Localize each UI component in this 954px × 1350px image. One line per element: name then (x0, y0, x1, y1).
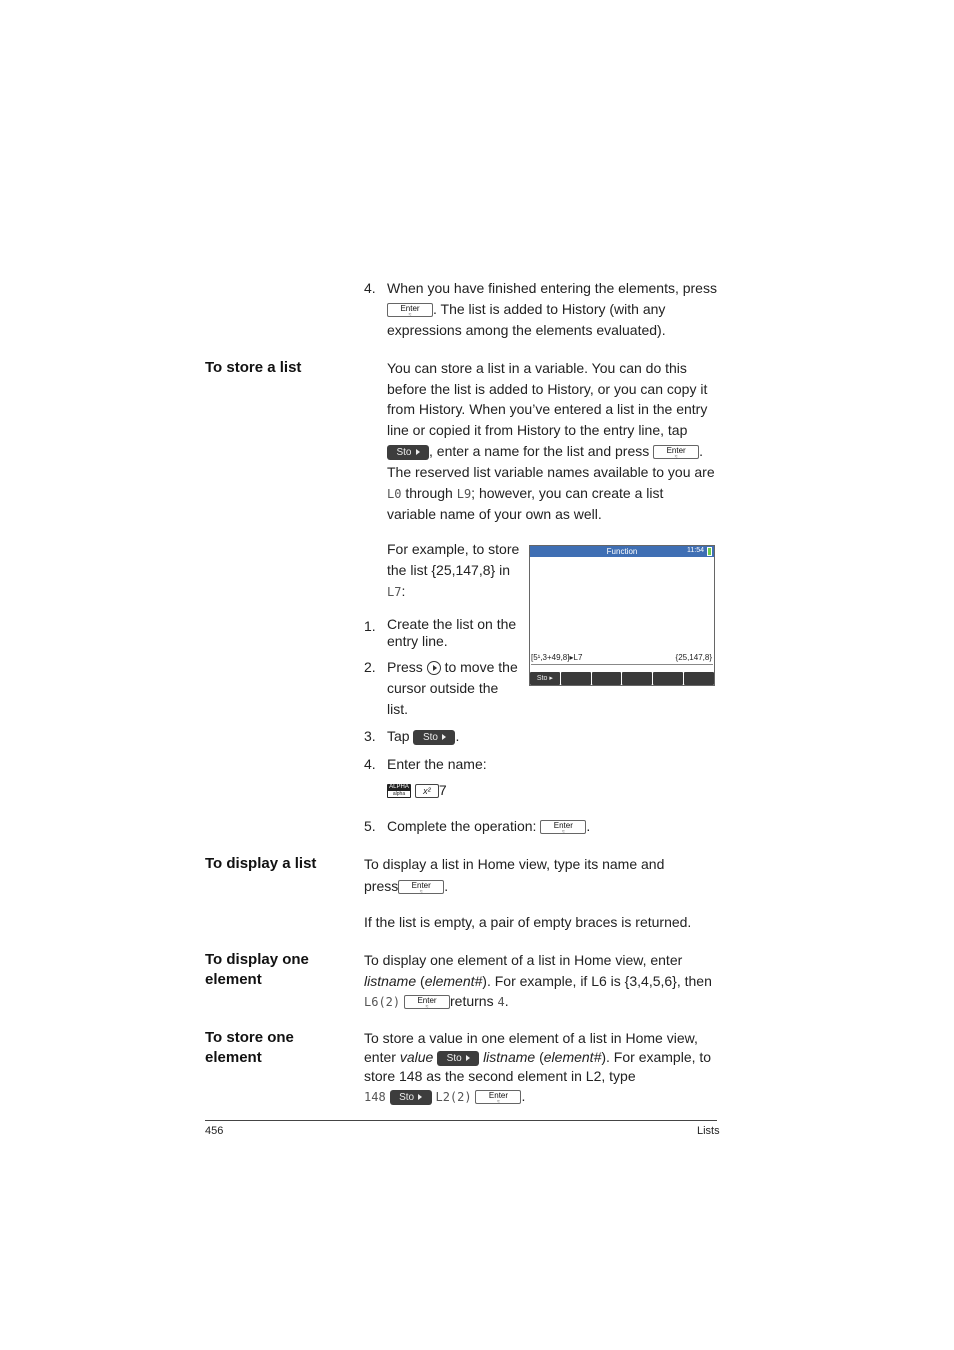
paragraph-line: L0 through L9; however, you can create a list (387, 485, 664, 501)
paragraph-line: If the list is empty, a pair of empty braces is returned. (364, 914, 692, 930)
footer-rule (205, 1120, 717, 1121)
paragraph-line: enter value Sto listname (element#). For example, to (364, 1049, 712, 1065)
calculator-screenshot (529, 545, 715, 686)
step-number: 4. (364, 756, 376, 772)
menu-button (684, 672, 714, 685)
page-number: 456 (205, 1125, 224, 1137)
step-text: Enter the name: (387, 756, 487, 772)
screen-title: Function (530, 546, 714, 557)
step-text: Create the list on the entry line. (387, 616, 517, 649)
history-entry: [5¹,3+49,8]▸L7 {25,147,8} (531, 653, 712, 662)
example-line: L7: (387, 583, 406, 599)
step-number: 4. (364, 280, 376, 296)
step-number: 3. (364, 728, 376, 744)
example-line: For example, to store (387, 541, 520, 557)
section-heading: To store one element (205, 1029, 294, 1066)
menu-button (592, 672, 622, 685)
divider (531, 664, 713, 665)
right-arrow-key-icon (427, 661, 441, 675)
x-squared-key-icon: x² (415, 784, 439, 798)
step-text: When you have finished entering the elements, press (387, 280, 717, 296)
enter-key-icon: Enter ≈ (404, 995, 450, 1009)
section-heading: To store a list (205, 359, 302, 376)
paragraph-line: variable name of your own as well. (387, 506, 602, 522)
example-line: the list {25,147,8} in (387, 562, 510, 578)
paragraph-line: To display a list in Home view, type its name and (364, 856, 665, 872)
key-sequence: ALPHA alpha x² 7 (387, 780, 447, 801)
sto-key-icon: Sto (387, 445, 429, 460)
paragraph-line: store 148 as the second element in L2, type (364, 1068, 636, 1084)
step-number: 1. (364, 618, 376, 634)
step-text: expressions among the elements evaluated). (387, 322, 666, 338)
step-number: 2. (364, 659, 376, 675)
screen-menu-bar (530, 672, 714, 685)
paragraph-line: line or copied it from History to the entry line, tap (387, 422, 688, 438)
paragraph-line: The reserved list variable names available to you are (387, 464, 715, 480)
paragraph-line: Sto , enter a name for the list and press Enter ≈ . (387, 441, 703, 462)
sto-key-icon: Sto (413, 730, 455, 745)
paragraph-line: To display one element of a list in Home view, enter (364, 952, 683, 968)
menu-button (561, 672, 591, 685)
section-heading: To display a list (205, 855, 317, 872)
paragraph-line: press Enter ≈ . (364, 878, 449, 896)
screen-clock: 11:54 (687, 547, 704, 554)
step-text: Press to move the (387, 659, 518, 675)
step-text: cursor outside the (387, 680, 499, 696)
paragraph-line: from History. When you’ve entered a list in the entry (387, 401, 708, 417)
battery-icon (707, 547, 712, 556)
step-text: Enter ≈ . The list is added to History (with any (387, 299, 665, 320)
paragraph-line: 148 Sto L2(2) Enter ≈ . (364, 1088, 526, 1106)
enter-key-icon: Enter ≈ (387, 303, 433, 317)
menu-button-sto: Sto ▸ (530, 672, 560, 685)
paragraph-line: listname (element#). For example, if L6 is {3,4,5,6}, then (364, 973, 712, 989)
enter-key-icon: Enter ≈ (653, 445, 699, 459)
step-text: list. (387, 701, 408, 717)
step-number: 5. (364, 818, 376, 834)
menu-button (653, 672, 683, 685)
step-text: Tap Sto . (387, 728, 460, 744)
paragraph-line: To store a value in one element of a list in Home view, (364, 1030, 698, 1046)
sto-key-icon: Sto (390, 1090, 432, 1105)
menu-button (622, 672, 652, 685)
enter-key-icon: Enter ≈ (540, 820, 586, 834)
paragraph-line: L6(2) Enter ≈ returns 4. (364, 993, 509, 1011)
section-name: Lists (697, 1125, 720, 1137)
enter-key-icon: Enter ≈ (475, 1090, 521, 1104)
paragraph-line: before the list is added to History, or you can copy it (387, 381, 708, 397)
sto-key-icon: Sto (437, 1051, 479, 1066)
enter-key-icon: Enter ≈ (398, 880, 444, 894)
section-heading: To display one element (205, 951, 309, 988)
step-text: Complete the operation: Enter ≈ . (387, 818, 591, 836)
alpha-key-icon: ALPHA alpha (387, 784, 411, 798)
paragraph-line: You can store a list in a variable. You can do this (387, 360, 687, 376)
